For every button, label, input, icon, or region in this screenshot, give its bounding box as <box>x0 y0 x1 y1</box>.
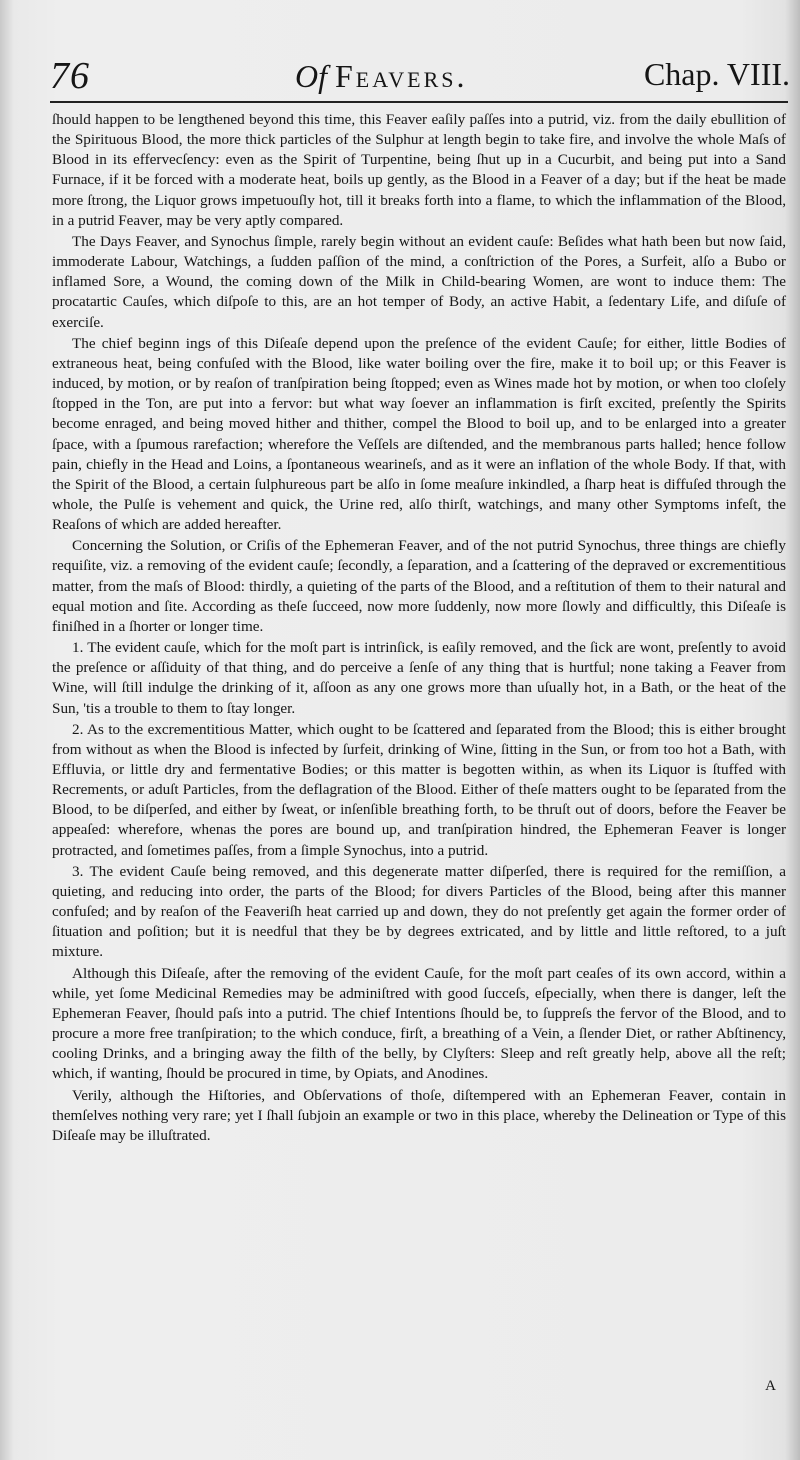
paragraph-point-1: 1. The evident cauſe, which for the moſt part is intrinſick, is eaſily removed, and the ſick are wont, preſently to avoid the preſence or aſſiduity of that thing, and do perceive a ſenſe of any thing that is hurtful; none taking a Feaver from Wine, will ſtill indulge the drinking of it, aſſoon as any one grows more than uſually hot, in a Bath, or the heat of the Sun, 'tis a trouble to them to ſtay longer. <box>52 639 786 717</box>
paragraph-point-2: 2. As to the excrementitious Matter, which ought to be ſcattered and ſeparated from the Blood; this is either brought from without as when the Blood is infected by ſurfeit, drinking of Wine, ſitting in the Sun, or from too hot a Bath, with Effluvia, or little dry and fermentative Bodies; or this matter is begotten within, as when its Liquor is ſtuffed with Recrements, or aduſt Particles, from the deflagration of the Blood. Either of theſe matters ought to be ſeparated from the Blood, to be diſperſed, and either by ſweat, or inſenſible breathing forth, to be thruſt out of doors, before the Feaver be appeaſed: wherefore, whenas the pores are bound up, and tranſpiration hindred, the Ephemeran Feaver is longer protracted, and ſometimes paſſes, from a ſimple Synochus, into a putrid. <box>52 720 786 859</box>
running-title <box>295 58 468 95</box>
paragraph-remedies: Although this Diſeaſe, after the removing of the evident Cauſe, for the moſt part ceaſes of its own accord, within a while, yet ſome Medicinal Remedies may be adminiſtred with good ſucceſs, eſpecially, when there is danger, leſt the Ephemeran Feaver, ſhould paſs into a putrid. The chief Intentions ſhould be, to ſuppreſs the fervor of the Blood, and to procure a more free tranſpiration; to the which conduce, firſt, a breathing of a Vein, a ſlender Diet, or rather Abſtinency, cooling Drinks, and a bringing away the filth of the belly, by Clyſters: Sleep and reſt greatly help, above all the reſt; which, if wanting, ſhould be procured in time, by Opiats, and Anodines. <box>52 964 786 1083</box>
chapter-label: Chap. VIII. <box>643 56 790 92</box>
paragraph-histories: Verily, although the Hiſtories, and Obſervations of thoſe, diſtempered with an Ephemeran Feaver, contain in themſelves nothing very rare; yet I ſhall ſubjoin an example or two in this place, whereby the Delineation or Type of this Diſeaſe may be illuſtrated. <box>52 1086 786 1144</box>
paragraph-point-3: 3. The evident Cauſe being removed, and this degenerate matter diſperſed, there is required for the remiſſion, a quieting, and reducing into order, the parts of the Blood; for divers Particles of the Blood, being after this manner confuſed; and by reaſon of the Feaveriſh heat carried up and down, they do not preſently get again the former order of ſituation and poſition; but it is needful that they be by degrees extricated, and by little and little reſtored, to a juſt mixture. <box>52 862 786 961</box>
page-header <box>50 52 790 104</box>
header-rule <box>50 101 788 103</box>
paragraph-beginnings: The chief beginn ings of this Diſeaſe depend upon the preſence of the evident Cauſe; for either, little Bodies of extraneous heat, being confuſed with the Blood, like water boiling over the fire, make it to boil up; or this Feaver is induced, by motion, or by reaſon of tranſpiration being ſtopped; even as Wines made hot by motion, or when too cloſely ſtopped in the Ton, are put into a fervor: but what way ſoever an inflammation is firſt excited, preſently the Spirits become enraged, and being moved hither and thither, compel the Blood to boil up, and to be enlarged into a greater ſpace, with a ſpumous rarefaction; wherefore the Veſſels are diſtended, and the membranous parts halled; hence follow pain, chiefly in the Head and Loins, a ſpontaneous wearineſs, and as it were an inflation of the whole Body. If that, with the Spirit of the Blood, a certain ſulphureous part be alſo in ſome meaſure inkindled, a ſharp heat is diffuſed through the whole, the Pulſe is vehement and quick, the Urine red, alſo thirſt, watchings, and many other Symptoms infeſt, the Reaſons of which are added hereafter. <box>52 334 786 534</box>
running-title-feavers: Feavers. <box>335 58 468 94</box>
paragraph-solution: Concerning the Solution, or Criſis of the Ephemeran Feaver, and of the not putrid Synochus, three things are chiefly requiſite, viz. a removing of the evident cauſe; ſecondly, a ſeparation, and a ſcattering of the depraved or excrementitious matter, from the maſs of Blood: thirdly, a quieting of the parts of the Blood, and a reſtitution of them to their natural and equal motion and ſite. According as theſe ſucceed, now more ſuddenly, now more ſlowly and difficultly, this Diſeaſe is finiſhed in a ſhorter or longer time. <box>52 537 786 635</box>
paragraph-causes: The Days Feaver, and Synochus ſimple, rarely begin without an evident cauſe: Beſides what hath been but now ſaid, immoderate Labour, Watchings, a ſudden paſſion of the mind, a conſtriction of the Pores, a Surfeit, alſo a Bubo or inflamed Sore, a Wound, the coming down of the Milk in Child-bearing Women, are wont to induce them: The procatartic Cauſes, which diſpoſe to this, are an hot temper of Body, an active Habit, a ſedentary Life, and diſuſe of exerciſe. <box>52 232 786 331</box>
running-title-of: Of <box>295 58 327 94</box>
catchword: A <box>765 1378 776 1394</box>
paragraph-continuation: ſhould happen to be lengthened beyond this time, this Feaver eaſily paſſes into a putrid, viz. from the daily ebullition of the Spirituous Blood, the more thick particles of the Sulphur at length begin to take fire, and involve the whole Maſs of Blood in its effervecſency: even as the Spirit of Turpentine, being ſhut up in a Cucurbit, and being put into a Sand Furnace, if it be forced with a moderate heat, boils up gently, as the Blood in a Feaver of a day; but if the heat be made more ſtrong, the Liquor grows impetuouſly hot, till it breaks forth into a flame, to which the inflammation of the Blood, in a putrid Feaver, may be very aptly compared. <box>52 111 786 229</box>
page-number: 76 <box>50 55 90 97</box>
body-text <box>52 110 786 1147</box>
